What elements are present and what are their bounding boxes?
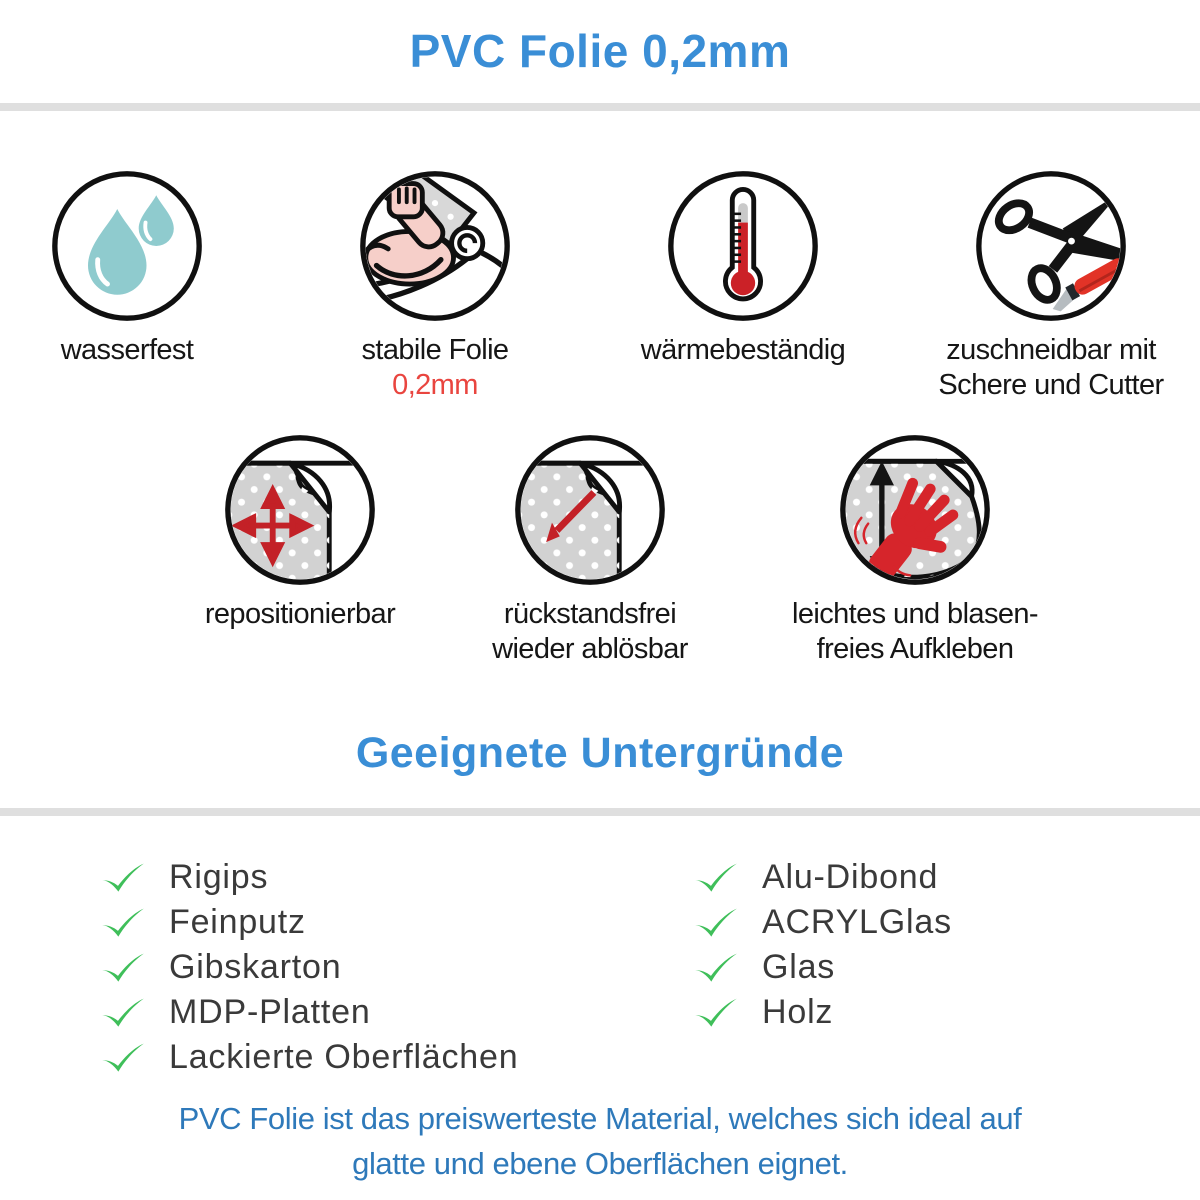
feature-label: zuschneidbar mit Schere und Cutter	[938, 334, 1164, 401]
feature-label: wärmebeständig	[640, 334, 846, 366]
checkmark-icon	[100, 950, 146, 986]
list-item: Rigips	[100, 855, 518, 900]
feature-waermebestaendig	[603, 168, 883, 368]
surfaces-list-right	[693, 855, 952, 1035]
checkmark-icon	[693, 995, 739, 1031]
checkmark-icon	[100, 860, 146, 896]
feature-label: rückstandsfrei wieder ablösbar	[492, 598, 688, 665]
feature-stabile-folie	[295, 168, 575, 403]
move-arrows-foil-icon	[222, 432, 378, 588]
scissors-and-cutter-icon	[973, 168, 1129, 324]
checkmark-icon	[693, 950, 739, 986]
feature-wasserfest	[0, 168, 267, 368]
feature-label: stabile Folie 0,2mm	[361, 334, 509, 401]
list-item: MDP-Platten	[100, 990, 518, 1035]
divider-top	[0, 103, 1200, 111]
hand-smoothing-foil-icon	[837, 432, 993, 588]
feature-rueckstandsfrei	[430, 432, 750, 667]
water-drops-icon	[49, 168, 205, 324]
checkmark-icon	[693, 905, 739, 941]
list-item: Glas	[693, 945, 952, 990]
list-item: Gibskarton	[100, 945, 518, 990]
list-item: Feinputz	[100, 900, 518, 945]
feature-zuschneidbar	[911, 168, 1191, 403]
peel-off-arrow-foil-icon	[512, 432, 668, 588]
flexed-arm-foil-roll-icon	[357, 168, 513, 324]
thermometer-icon	[665, 168, 821, 324]
list-item: Lackierte Oberflächen	[100, 1035, 518, 1080]
list-item: ACRYLGlas	[693, 900, 952, 945]
checkmark-icon	[100, 995, 146, 1031]
thickness-highlight: 0,2mm	[392, 369, 478, 401]
checkmark-icon	[693, 860, 739, 896]
page-title: PVC Folie 0,2mm	[409, 25, 791, 77]
feature-leichtes-aufkleben	[750, 432, 1080, 667]
divider-surfaces	[0, 808, 1200, 816]
feature-label: leichtes und blasen- freies Aufkleben	[792, 598, 1038, 665]
feature-repositionierbar	[140, 432, 460, 632]
surfaces-heading: Geeignete Untergründe	[355, 729, 845, 777]
list-item: Holz	[693, 990, 952, 1035]
checkmark-icon	[100, 905, 146, 941]
feature-label: wasserfest	[60, 334, 194, 366]
checkmark-icon	[100, 1040, 146, 1076]
feature-label: repositionierbar	[204, 598, 396, 630]
footnote: PVC Folie ist das preiswerteste Material, welches sich ideal auf glatte und ebene Oberflächen eignet.	[178, 1101, 1022, 1181]
list-item: Alu-Dibond	[693, 855, 952, 900]
surfaces-list-left	[100, 855, 518, 1080]
